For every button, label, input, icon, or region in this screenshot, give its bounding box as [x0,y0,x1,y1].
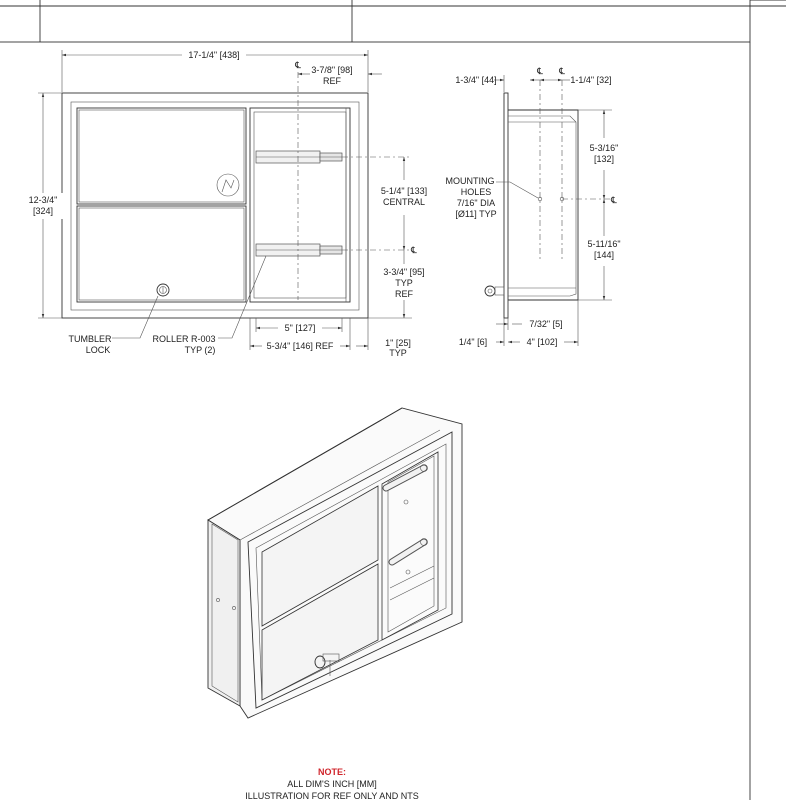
mounting-label-1: MOUNTING [445,176,495,186]
mounting-label-3: 7/16" DIA [456,198,496,208]
note-block [245,767,419,800]
flange-dim-label: 1" [25] [385,338,411,348]
total-depth-label: 4" [102] [526,337,558,347]
mounting-label-2: HOLES [460,187,492,197]
side-cl-c: ℄ [611,195,617,205]
upper-dim-1: 5-3/16" [589,143,619,153]
note-line-1: ALL DIM'S INCH [MM] [287,779,377,789]
lower-dim-2: [144] [593,250,615,260]
iso-roller-compartment [382,452,438,640]
upper-roller [256,151,342,163]
side-flange [504,93,508,318]
side-view [446,66,621,347]
bottom-typ-label: TYP [395,278,413,288]
offset-dim-label: 3-7/8" [98] [311,65,353,75]
roller-spacing-note: CENTRAL [382,197,426,207]
lower-dim-1: 5-11/16" [587,239,621,249]
upper-door [77,108,246,204]
side-cl-b: ℄ [559,66,565,76]
tumbler-label-2: LOCK [85,345,111,355]
small-dim-label: 7/32" [5] [529,319,563,329]
upper-dim-2: [132] [593,154,615,164]
centerline-symbol: ℄ [295,60,301,70]
offset-ref-label: REF [323,76,341,86]
lower-door [77,206,246,302]
overall-height-label: 12-3/4" [28,195,58,205]
side-body [508,110,578,300]
lower-roller [256,244,342,256]
overall-width-label: 17-1/4" [438] [188,50,240,60]
flange-typ-label: TYP [389,348,407,358]
roller-label-1: ROLLER R-003 [152,334,216,344]
roller-length-label: 5" [127] [284,323,316,333]
roller-compartment [250,108,350,302]
hole-offset-label: 1-1/4" [32] [570,75,612,85]
front-outer-flange [62,93,368,318]
side-depth-label: 1-3/4" [44] [455,75,497,85]
centerline-symbol-2: ℄ [411,245,417,255]
note-line-2: ILLUSTRATION FOR REF ONLY AND NTS [245,791,419,800]
bottom-dim-label: 3-3/4" [95] [383,267,425,277]
side-lock-icon [485,286,504,296]
roller-spacing-label: 5-1/4" [133] [380,186,428,196]
tumbler-label-1: TUMBLER [68,334,112,344]
roller-label-2: TYP (2) [184,345,216,355]
isometric-view [208,408,462,718]
note-title: NOTE: [318,767,346,777]
tissue-logo-icon [217,174,239,196]
side-cl-a: ℄ [537,66,543,76]
front-view [22,49,427,358]
overall-height-mm-label: [324] [32,206,54,216]
mounting-label-4: [Ø11] TYP [455,209,497,219]
bottom-ref-label: REF [395,289,413,299]
flange-thk-label: 1/4" [6] [458,337,488,347]
tumbler-lock-icon [157,284,169,296]
cabinet-width-label: 5-3/4" [146] REF [266,341,334,351]
